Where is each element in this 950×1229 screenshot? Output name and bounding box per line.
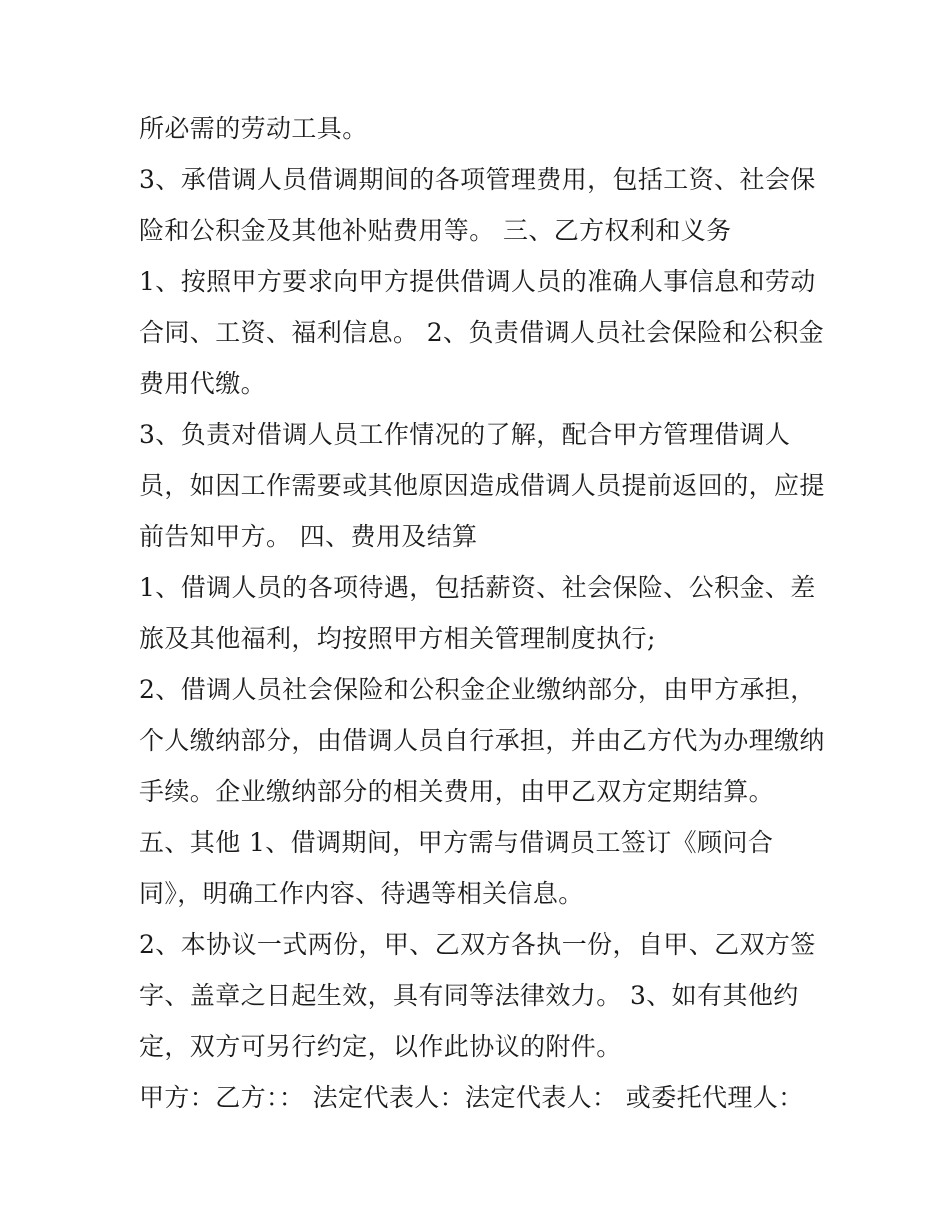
text-line: 2、本协议一式两份，甲、乙双方各执一份，自甲、乙双方签 xyxy=(139,930,816,959)
text-line: 前告知甲方。 四、费用及结算 xyxy=(139,522,478,551)
text-line: 手续。企业缴纳部分的相关费用，由甲乙双方定期结算。 xyxy=(139,777,775,806)
text-line: 五、其他 1、借调期间，甲方需与借调员工签订《顾问合 xyxy=(139,828,774,857)
text-line: 个人缴纳部分，由借调人员自行承担，并由乙方代为办理缴纳 xyxy=(139,726,825,755)
text-line: 所必需的劳动工具。 xyxy=(139,114,368,143)
text-line: 3、负责对借调人员工作情况的了解，配合甲方管理借调人 xyxy=(139,420,791,449)
text-line: 定，双方可另行约定，以作此协议的附件。 xyxy=(139,1032,622,1061)
text-line: 险和公积金及其他补贴费用等。 三、乙方权利和义务 xyxy=(139,216,732,245)
text-line: 费用代缴。 xyxy=(139,369,267,398)
text-line: 1、借调人员的各项待遇，包括薪资、社会保险、公积金、差 xyxy=(139,573,816,602)
text-line: 员，如因工作需要或其他原因造成借调人员提前返回的，应提 xyxy=(139,471,825,500)
text-line: 3、承借调人员借调期间的各项管理费用，包括工资、社会保 xyxy=(139,165,816,194)
text-line: 2、借调人员社会保险和公积金企业缴纳部分，由甲方承担， xyxy=(139,675,816,704)
text-line: 旅及其他福利，均按照甲方相关管理制度执行; xyxy=(139,624,656,653)
text-line: 同》，明确工作内容、待遇等相关信息。 xyxy=(139,879,584,908)
text-line: 1、按照甲方要求向甲方提供借调人员的准确人事信息和劳动 xyxy=(139,267,816,296)
text-line: 合同、工资、福利信息。 2、负责借调人员社会保险和公积金 xyxy=(139,318,825,347)
text-line: 字、盖章之日起生效，具有同等法律效力。 3、如有其他约 xyxy=(139,981,799,1010)
text-line: 甲方：乙方：： 法定代表人：法定代表人： 或委托代理人： xyxy=(139,1083,804,1112)
